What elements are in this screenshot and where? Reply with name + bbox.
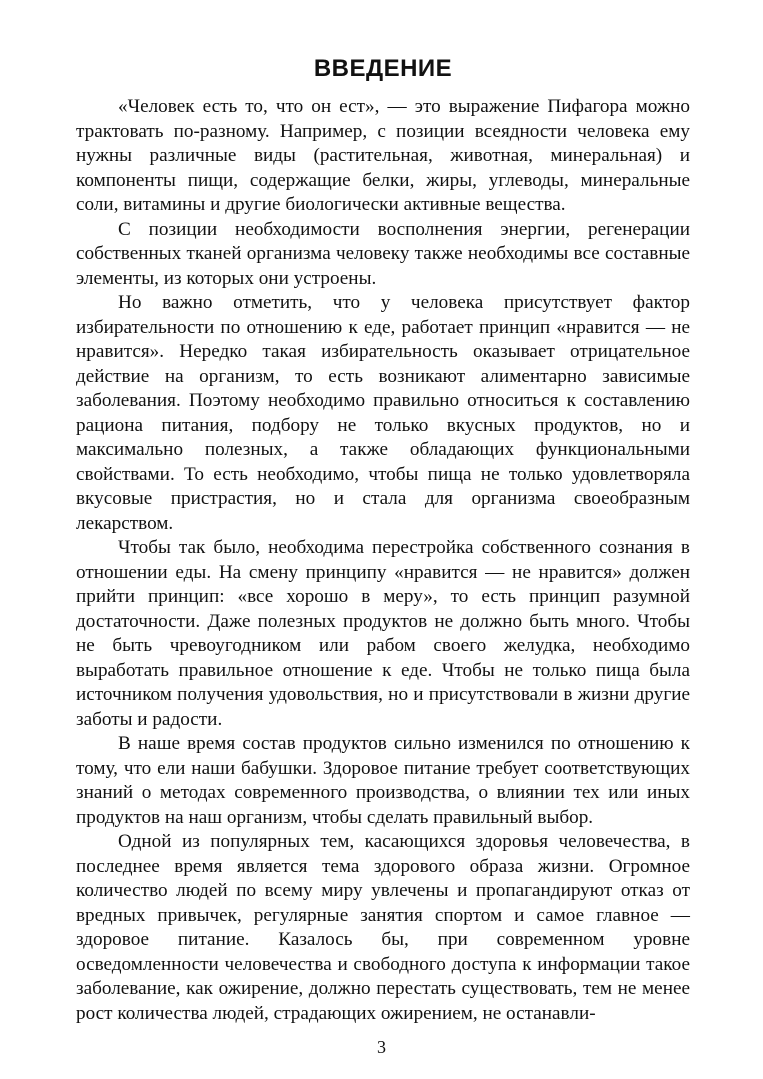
body-text <box>76 95 690 1026</box>
paragraph-5: В наше время состав продуктов сильно изменился по отношению к тому, что ели наши бабушки. Здоровое питание требует соответствующих знаний о методах современного производства, о влиянии тех или иных продуктов на наш организм, чтобы сделать правильный выбор. <box>76 733 690 828</box>
paragraph-2: С позиции необходимости восполнения энергии, регенерации собственных тканей организма человеку также необходимы все составные элементы, из которых они устроены. <box>76 218 690 289</box>
paragraph-4: Чтобы так было, необходима перестройка собственного сознания в отношении еды. На смену принципу «нравится — не нравится» должен прийти принцип: «все хорошо в меру», то есть принцип разумной достаточности. Даже полезных продуктов не должно быть много. Чтобы не быть чревоугодником или рабом своего желудка, необходимо выработать правильное отношение к еде. Чтобы не только пища была источником получения удовольствия, но и присутствовали в жизни другие заботы и радости. <box>76 537 690 730</box>
page-content <box>76 52 690 1026</box>
page-heading: ВВЕДЕНИЕ <box>313 55 453 82</box>
paragraph-1: «Человек есть то, что он ест», — это выражение Пифагора можно трактовать по-разному. Например, с позиции всеядности человека ему нужны различные виды (растительная, животная, минеральная) и компоненты пищи, содержащие белки, жиры, углеводы, минеральные соли, витамины и другие биологически активные вещества. <box>76 96 690 215</box>
page-number: 3 <box>377 1037 386 1057</box>
paragraph-3: Но важно отметить, что у человека присутствует фактор избирательности по отношению к еде, работает принцип «нравится — не нравится». Нередко такая избирательность оказывает отрицательное действие на организм, то есть возникают алиментарно зависимые заболевания. Поэтому необходимо правильно относиться к составлению рациона питания, подбору не только вкусных продуктов, но и максимально полезных, а также обладающих функциональными свойствами. То есть необходимо, чтобы пища не только удовлетворяла вкусовые пристрастия, но и стала для организма своеобразным лекарством. <box>76 292 690 534</box>
paragraph-6: Одной из популярных тем, касающихся здоровья человечества, в последнее время является тема здорового образа жизни. Огромное количество людей по всему миру увлечены и пропагандируют отказ от вредных привычек, регулярные занятия спортом и самое главное — здоровое питание. Казалось бы, при современном уровне осведомленности человечества и свободного доступа к информации такое заболевание, как ожирение, должно перестать существовать, тем не менее рост количества людей, страдающих ожирением, не останавли- <box>76 831 690 1024</box>
